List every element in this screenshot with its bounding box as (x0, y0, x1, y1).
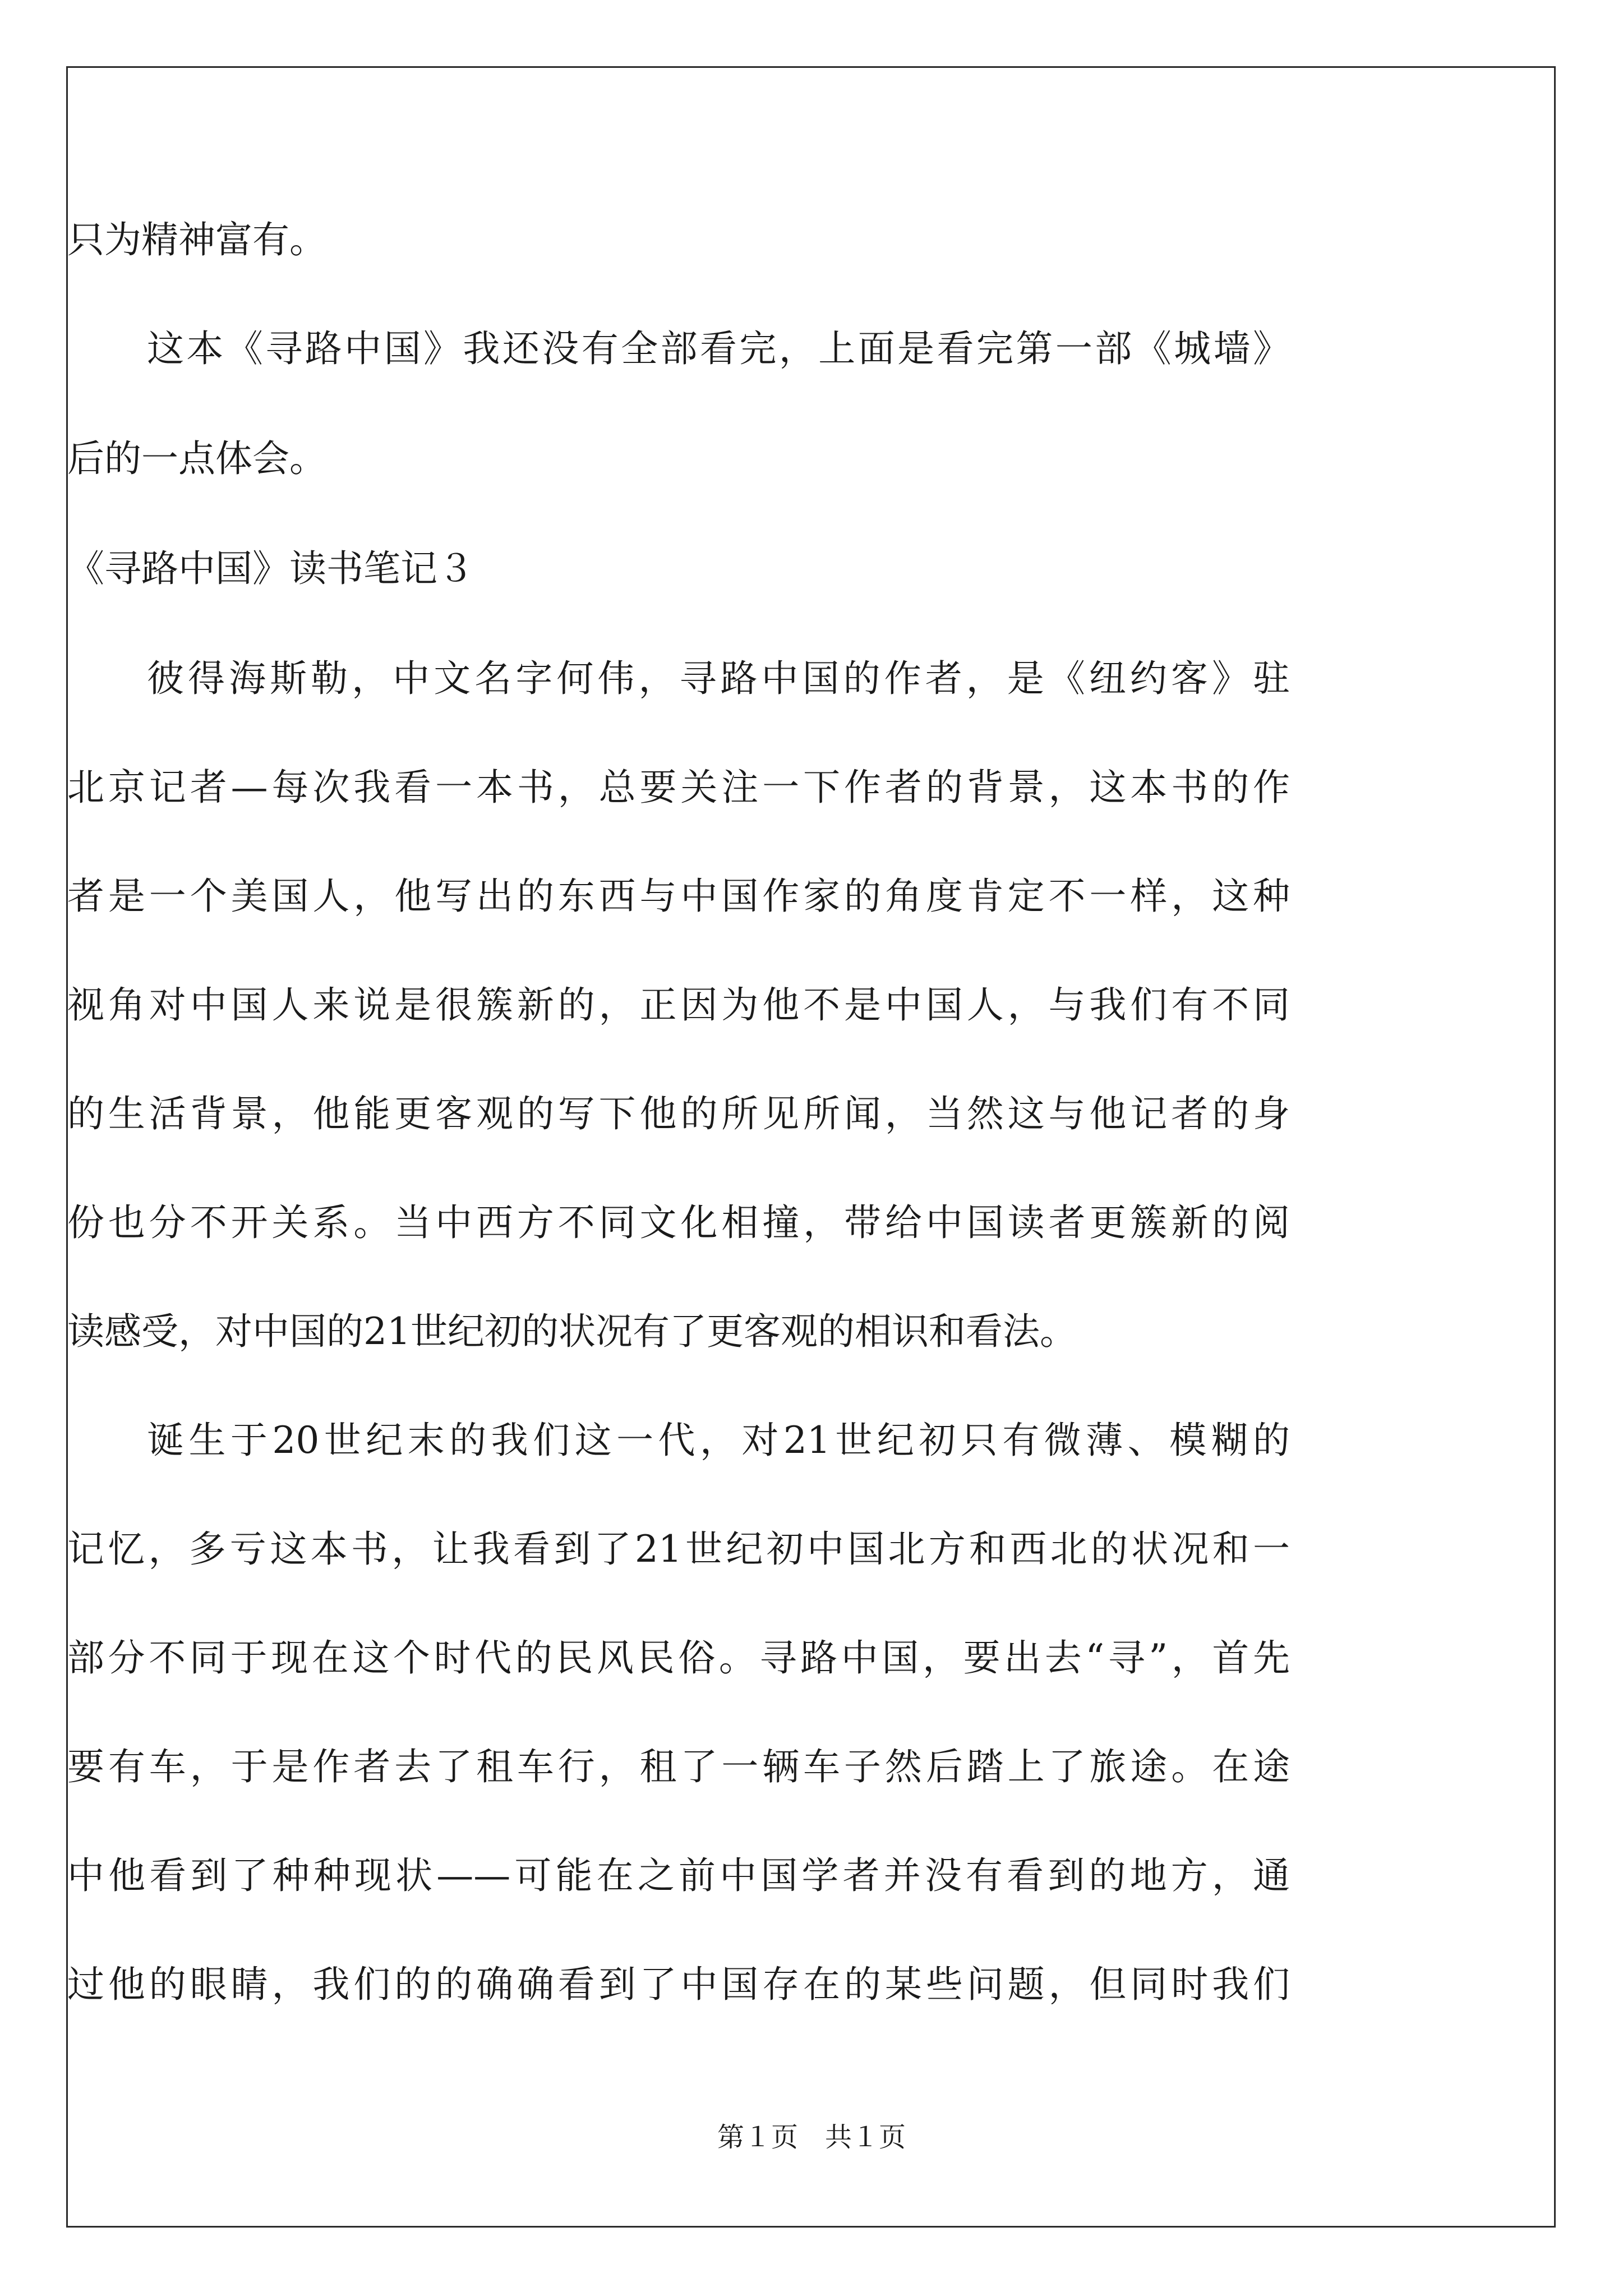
text-line: 份也分不开关系。当中西方不同文化相撞，带给中国读者更簇新的阅 (67, 1201, 1290, 1244)
text-line: 的生活背景，他能更客观的写下他的所见所闻，当然这与他记者的身 (67, 1092, 1290, 1135)
text-line: 部分不同于现在这个时代的民风民俗。寻路中国，要出去“寻”，首先 (67, 1636, 1290, 1680)
text-line: 这本《寻路中国》我还没有全部看完，上面是看完第一部《城墙》 (147, 327, 1290, 370)
section-heading: 《寻路中国》读书笔记３ (67, 547, 474, 590)
text-line: 只为精神富有。 (67, 218, 326, 261)
page-footer: 第１页 共１页 (717, 2122, 906, 2153)
text-line: 诞生于20世纪末的我们这一代，对21世纪初只有微薄、模糊的 (147, 1419, 1290, 1462)
text-line: 北京记者—每次我看一本书，总要关注一下作者的背景，这本书的作 (67, 766, 1290, 809)
page-border (66, 66, 1556, 2228)
text-line: 过他的眼睛，我们的的确确看到了中国存在的某些问题，但同时我们 (67, 1963, 1290, 2006)
text-line: 者是一个美国人，他写出的东西与中国作家的角度肯定不一样，这种 (67, 875, 1290, 918)
text-line: 要有车，于是作者去了租车行，租了一辆车子然后踏上了旅途。在途 (67, 1745, 1290, 1788)
text-line: 中他看到了种种现状——可能在之前中国学者并没有看到的地方，通 (67, 1854, 1290, 1897)
text-line: 后的一点体会。 (67, 437, 326, 480)
text-line: 视角对中国人来说是很簇新的，正因为他不是中国人，与我们有不同 (67, 983, 1290, 1027)
text-line: 读感受，对中国的21世纪初的状况有了更客观的相识和看法。 (67, 1310, 1077, 1353)
text-line: 记忆，多亏这本书，让我看到了21世纪初中国北方和西北的状况和一 (67, 1527, 1290, 1571)
text-line: 彼得海斯勒，中文名字何伟，寻路中国的作者，是《纽约客》驻 (147, 657, 1290, 700)
